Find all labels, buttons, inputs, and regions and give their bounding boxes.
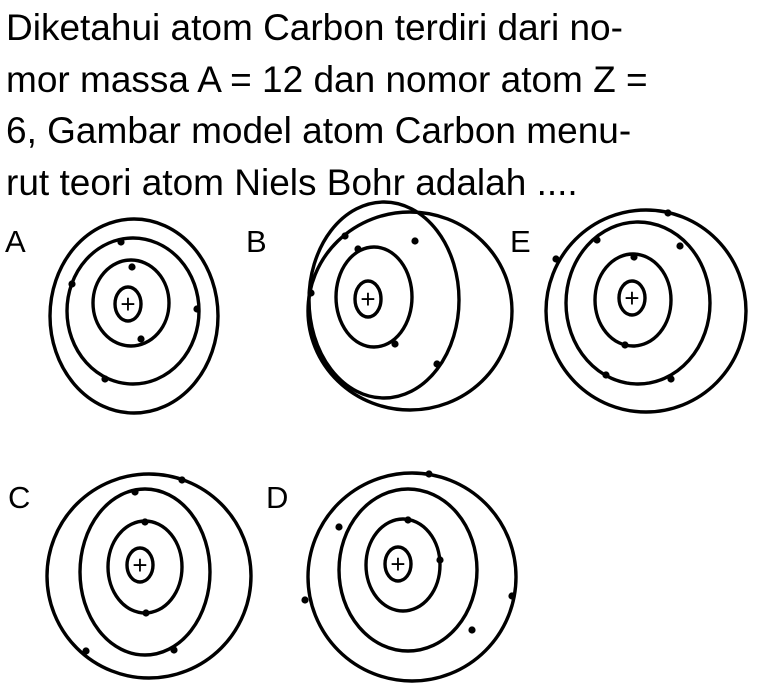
electron (391, 340, 398, 347)
electron (142, 609, 149, 616)
atom-model-b (307, 202, 512, 410)
electron (335, 523, 342, 530)
electron (676, 242, 683, 249)
nucleus-plus: + (120, 289, 136, 319)
electron (82, 647, 89, 654)
option-b-label: B (246, 224, 267, 259)
electron (178, 476, 185, 483)
atom-model-e (546, 209, 746, 412)
nucleus-plus: + (624, 283, 640, 313)
option-d-label: D (266, 480, 289, 515)
electron (307, 289, 314, 296)
electron (117, 238, 124, 245)
atom-model-d (301, 470, 516, 681)
atom-model-a (50, 219, 218, 413)
electron (404, 516, 411, 523)
electron (630, 253, 637, 260)
electron (141, 518, 148, 525)
electron (425, 470, 432, 477)
option-e-label: E (510, 224, 531, 259)
question-line-4: rut teori atom Niels Bohr adalah .... (6, 161, 578, 203)
electron (341, 232, 348, 239)
electron (602, 371, 609, 378)
atom-model-c (47, 474, 251, 678)
electron (621, 341, 628, 348)
electron (667, 375, 674, 382)
electron (193, 305, 200, 312)
nucleus-plus: + (390, 549, 406, 579)
electron (170, 646, 177, 653)
question-line-2: mor massa A = 12 dan nomor atom Z = (6, 58, 648, 100)
electron (508, 592, 515, 599)
electron (137, 335, 144, 342)
electron (436, 556, 443, 563)
option-c-label: C (8, 480, 31, 515)
electron (664, 209, 671, 216)
electron (68, 280, 75, 287)
electron (433, 360, 440, 367)
shell-2 (339, 489, 477, 651)
question-line-1: Diketahui atom Carbon terdiri dari no- (6, 7, 623, 48)
electron (131, 488, 138, 495)
shell-3 (546, 210, 746, 412)
electron (128, 263, 135, 270)
electron (552, 255, 559, 262)
shell-2 (309, 202, 459, 398)
electron (468, 626, 475, 633)
electron (411, 237, 418, 244)
nucleus-plus: + (132, 550, 148, 580)
question-line-3: 6, Gambar model atom Carbon menu- (6, 110, 632, 151)
option-a-label: A (5, 224, 26, 259)
electron (354, 245, 361, 252)
electron (593, 236, 600, 243)
electron (301, 596, 308, 603)
nucleus-plus: + (360, 284, 376, 314)
electron (101, 375, 108, 382)
